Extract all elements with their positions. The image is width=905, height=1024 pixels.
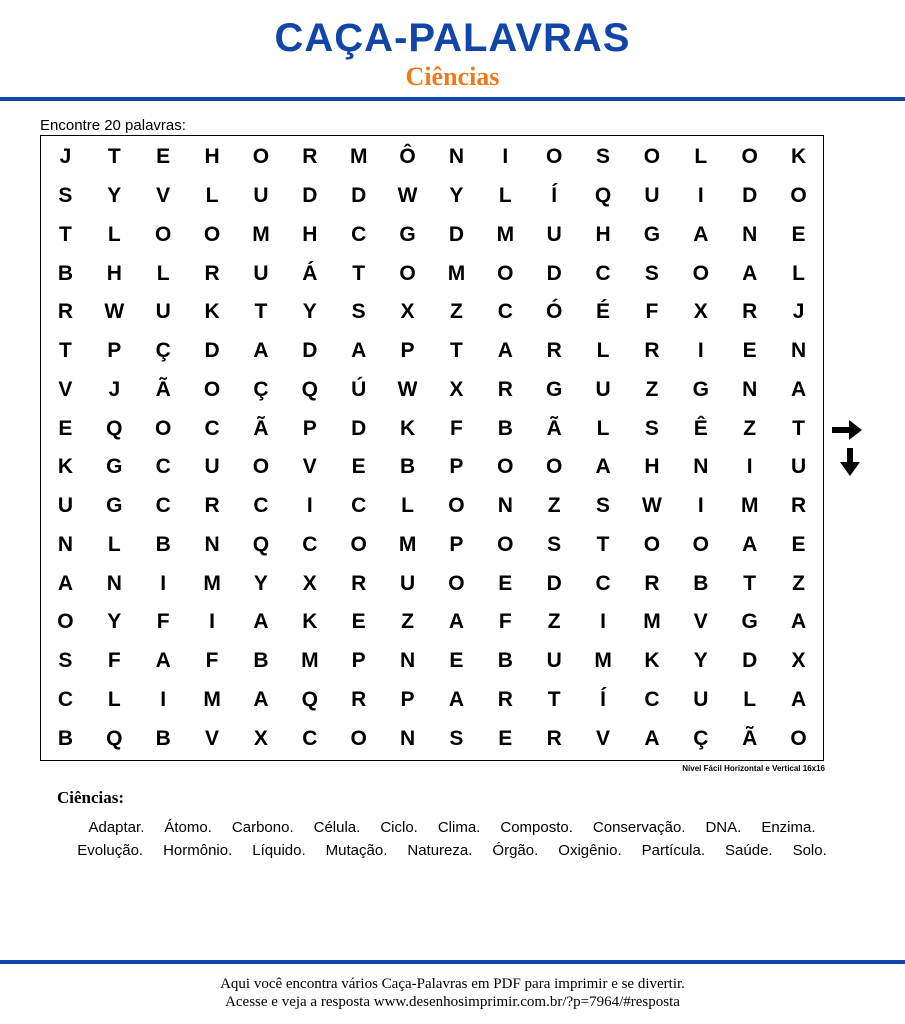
grid-cell: R: [546, 726, 562, 750]
word-item: DNA.: [705, 819, 742, 836]
word-item: Adaptar.: [88, 819, 145, 836]
grid-cell: U: [693, 687, 709, 711]
grid-cell: Ã: [155, 377, 171, 401]
grid-cell: N: [204, 532, 220, 556]
grid-cell: D: [742, 184, 758, 208]
grid-cell: L: [743, 687, 757, 711]
grid-cell: T: [352, 261, 366, 285]
word-item: Célula.: [313, 819, 361, 836]
grid-cell: Á: [302, 261, 318, 285]
page-subtitle: Ciências: [405, 62, 500, 91]
grid-cell: E: [58, 416, 73, 440]
grid-cell: C: [155, 494, 171, 518]
grid-cell: Ã: [253, 416, 269, 440]
grid-cell: R: [790, 494, 807, 518]
grid-cell: E: [498, 571, 513, 595]
grid-cell: U: [595, 377, 611, 401]
grid-cell: I: [160, 687, 167, 711]
grid-cell: Z: [743, 416, 757, 440]
grid-cell: F: [645, 300, 659, 324]
grid-cell: O: [448, 494, 465, 518]
grid-cell: Ã: [546, 416, 562, 440]
grid-cell: O: [448, 571, 465, 595]
grid-cell: P: [449, 532, 464, 556]
grid-cell: O: [790, 726, 807, 750]
grid-cell: K: [57, 455, 74, 479]
grid-cell: U: [253, 261, 269, 285]
word-search-grid: [40, 135, 824, 761]
word-item: Partícula.: [641, 842, 706, 859]
grid-cell: S: [644, 416, 659, 440]
grid-cell: V: [205, 726, 220, 750]
grid-cell: M: [643, 610, 661, 634]
grid-cell: P: [351, 649, 366, 673]
word-item: Carbono.: [231, 819, 294, 836]
grid-cell: O: [350, 532, 367, 556]
grid-cell: K: [399, 416, 416, 440]
grid-cell: A: [790, 610, 807, 634]
grid-cell: O: [57, 610, 74, 634]
grid-cell: I: [209, 610, 215, 634]
grid-cell: P: [107, 339, 122, 363]
grid-cell: S: [644, 261, 659, 285]
grid-cell: U: [399, 571, 416, 595]
grid-cell: C: [204, 416, 220, 440]
grid-cell: I: [697, 184, 704, 208]
grid-cell: O: [497, 455, 514, 479]
grid-cell: Q: [594, 184, 612, 208]
grid-cell: B: [399, 455, 416, 479]
grid-cell: R: [644, 571, 660, 595]
word-list: [40, 816, 864, 862]
top-divider: [0, 97, 905, 101]
grid-cell: N: [742, 377, 758, 401]
grid-cell: Y: [107, 184, 122, 208]
grid-cell: A: [448, 687, 465, 711]
grid-cell: W: [104, 300, 125, 324]
grid-cell: Y: [302, 300, 317, 324]
grid-cell: H: [204, 145, 220, 169]
arrow-right-icon: [832, 418, 862, 442]
grid-cell: F: [498, 610, 512, 634]
grid-cell: W: [397, 377, 418, 401]
grid-cell: P: [302, 416, 317, 440]
grid-cell: M: [301, 649, 319, 673]
grid-cell: T: [59, 339, 72, 363]
grid-cell: I: [600, 610, 606, 634]
grid-cell: W: [642, 494, 662, 518]
word-item: Saúde.: [725, 842, 773, 859]
grid-cell: I: [697, 494, 704, 518]
word-item: Hormônio.: [163, 842, 233, 859]
grid-cell: G: [106, 455, 123, 479]
grid-cell: A: [253, 687, 269, 711]
grid-cell: S: [596, 494, 611, 518]
grid-cell: W: [397, 184, 418, 208]
grid-cell: A: [644, 726, 660, 750]
grid-cell: N: [693, 455, 709, 479]
grid-cell: B: [155, 726, 171, 750]
grid-cell: L: [107, 222, 121, 246]
grid-cell: R: [204, 261, 220, 285]
grid-cell: A: [155, 649, 171, 673]
grid-cell: M: [496, 222, 515, 246]
grid-cell: I: [746, 455, 753, 479]
grid-cell: U: [546, 222, 562, 246]
grid-cell: C: [644, 687, 660, 711]
grid-cell: Ó: [546, 300, 563, 324]
grid-cell: Y: [107, 610, 122, 634]
bottom-divider: [0, 960, 905, 964]
grid-cell: A: [497, 339, 513, 363]
grid-cell: V: [58, 377, 73, 401]
grid-cell: U: [204, 455, 220, 479]
grid-cell: V: [693, 610, 708, 634]
grid-cell: O: [203, 377, 221, 401]
grid-cell: T: [450, 339, 463, 363]
grid-cell: D: [546, 571, 562, 595]
grid-cell: O: [155, 416, 172, 440]
level-note: Nível Fácil Horizontal e Vertical 16x16: [682, 764, 825, 773]
grid-cell: O: [546, 455, 563, 479]
grid-cell: X: [302, 571, 317, 595]
grid-cell: T: [792, 416, 805, 440]
word-item: Evolução.: [77, 842, 144, 859]
grid-cell: G: [643, 222, 661, 246]
grid-cell: R: [351, 571, 367, 595]
grid-cell: I: [502, 145, 509, 169]
grid-cell: B: [693, 571, 709, 595]
grid-cell: N: [57, 532, 74, 556]
footer: [0, 975, 905, 1011]
grid-cell: K: [204, 300, 220, 324]
grid-cell: O: [643, 145, 661, 169]
grid-cell: G: [546, 377, 563, 401]
grid-cell: M: [398, 532, 417, 556]
grid-cell: J: [792, 300, 805, 324]
grid-cell: T: [743, 571, 757, 595]
grid-cell: A: [253, 339, 269, 363]
grid-cell: O: [252, 145, 270, 169]
grid-cell: M: [349, 145, 368, 169]
grid-cell: Q: [301, 377, 318, 401]
grid-cell: A: [742, 261, 758, 285]
grid-cell: A: [790, 377, 807, 401]
grid-cell: L: [107, 687, 121, 711]
grid-cell: T: [59, 222, 72, 246]
grid-cell: R: [204, 494, 220, 518]
word-item: Mutação.: [325, 842, 388, 859]
grid-cell: É: [596, 300, 611, 324]
word-item: Composto.: [500, 819, 573, 836]
grid-cell: H: [595, 222, 611, 246]
grid-cell: N: [790, 339, 807, 363]
grid-cell: L: [596, 416, 610, 440]
grid-cell: A: [742, 532, 758, 556]
grid-cell: J: [59, 145, 72, 169]
grid-cell: B: [253, 649, 269, 673]
grid-cell: A: [693, 222, 709, 246]
grid-cell: O: [350, 726, 367, 750]
grid-cell: C: [595, 261, 611, 285]
grid-cell: Q: [106, 726, 123, 750]
grid-cell: C: [302, 726, 318, 750]
grid-cell: T: [254, 300, 268, 324]
grid-cell: Y: [253, 571, 268, 595]
grid-cell: D: [448, 222, 465, 246]
grid-cell: Ç: [693, 726, 709, 750]
grid-cell: M: [594, 649, 612, 673]
word-item: Órgão.: [492, 842, 539, 859]
grid-cell: Y: [449, 184, 464, 208]
grid-cell: N: [742, 222, 758, 246]
grid-cell: O: [203, 222, 221, 246]
grid-cell: B: [497, 416, 513, 440]
grid-cell: M: [447, 261, 466, 285]
grid-cell: S: [58, 649, 73, 673]
word-item: Solo.: [792, 842, 827, 859]
grid-cell: Z: [792, 571, 805, 595]
grid-cell: C: [155, 455, 171, 479]
grid-cell: S: [547, 532, 562, 556]
grid-cell: D: [546, 261, 562, 285]
grid-cell: L: [596, 339, 610, 363]
grid-cell: U: [253, 184, 269, 208]
grid-cell: Q: [106, 416, 123, 440]
grid-cell: Q: [301, 687, 318, 711]
grid-cell: N: [399, 649, 416, 673]
grid-cell: O: [643, 532, 661, 556]
grid-cell: T: [107, 145, 121, 169]
grid-cell: E: [498, 726, 513, 750]
grid-cell: S: [596, 145, 611, 169]
grid-cell: O: [692, 261, 709, 285]
grid-cell: C: [351, 494, 367, 518]
grid-cell: L: [156, 261, 170, 285]
grid-cell: B: [155, 532, 171, 556]
grid-cell: R: [497, 687, 513, 711]
grid-cell: Í: [600, 687, 606, 711]
grid-cell: E: [449, 649, 464, 673]
grid-cell: I: [160, 571, 167, 595]
grid-cell: X: [449, 377, 464, 401]
grid-cell: O: [155, 222, 172, 246]
grid-cell: O: [692, 532, 709, 556]
grid-cell: C: [595, 571, 611, 595]
grid-cell: Ê: [693, 416, 708, 440]
grid-cell: N: [106, 571, 122, 595]
grid-cell: O: [497, 261, 514, 285]
grid-cell: F: [205, 649, 219, 673]
grid-cell: Z: [547, 494, 561, 518]
page-title: CAÇA-PALAVRAS: [274, 16, 631, 60]
grid-cell: A: [595, 455, 611, 479]
grid-cell: H: [302, 222, 318, 246]
grid-cell: O: [399, 261, 416, 285]
grid-cell: P: [400, 687, 415, 711]
grid-cell: X: [253, 726, 268, 750]
grid-cell: U: [644, 184, 660, 208]
grid-cell: G: [741, 610, 758, 634]
grid-cell: R: [497, 377, 513, 401]
word-item: Líquido.: [252, 842, 306, 859]
grid-cell: S: [58, 184, 73, 208]
grid-cell: L: [205, 184, 219, 208]
grid-cell: Q: [252, 532, 270, 556]
grid-cell: A: [790, 687, 807, 711]
grid-cell: D: [302, 339, 318, 363]
footer-line-1: Aqui você encontra vários Caça-Palavras em PDF para imprimir e se divertir.: [220, 976, 685, 992]
grid-cell: D: [351, 416, 367, 440]
grid-cell: D: [742, 649, 758, 673]
grid-cell: F: [450, 416, 463, 440]
grid-cell: R: [351, 687, 367, 711]
grid-cell: C: [253, 494, 269, 518]
grid-cell: E: [791, 532, 806, 556]
grid-cell: Y: [693, 649, 708, 673]
grid-cell: I: [697, 339, 704, 363]
grid-cell: A: [351, 339, 367, 363]
grid-cell: C: [302, 532, 318, 556]
grid-cell: V: [596, 726, 611, 750]
grid-cell: R: [742, 300, 758, 324]
grid-cell: D: [351, 184, 367, 208]
grid-cell: U: [57, 494, 74, 518]
word-item: Ciclo.: [380, 819, 418, 836]
grid-cell: O: [497, 532, 514, 556]
grid-cell: O: [546, 145, 563, 169]
word-item: Enzima.: [761, 819, 816, 836]
grid-cell: Ú: [351, 377, 367, 401]
grid-cell: U: [790, 455, 807, 479]
grid-cell: L: [401, 494, 414, 518]
grid-cell: S: [351, 300, 366, 324]
arrow-down-icon: [838, 448, 862, 476]
grid-cell: T: [596, 532, 610, 556]
grid-cell: G: [399, 222, 416, 246]
grid-cell: C: [351, 222, 367, 246]
grid-cell: Z: [645, 377, 659, 401]
grid-cell: Z: [547, 610, 561, 634]
grid-cell: C: [57, 687, 74, 711]
instructions: Encontre 20 palavras:: [40, 117, 186, 134]
grid-cell: B: [57, 261, 74, 285]
grid-cell: F: [107, 649, 121, 673]
grid-cell: R: [644, 339, 660, 363]
grid-cell: P: [400, 339, 415, 363]
grid-cell: K: [302, 610, 318, 634]
grid-cell: H: [644, 455, 660, 479]
word-item: Clima.: [437, 819, 481, 836]
grid-cell: K: [644, 649, 660, 673]
grid-cell: R: [546, 339, 562, 363]
grid-cell: E: [351, 610, 366, 634]
grid-cell: T: [547, 687, 561, 711]
grid-cell: N: [497, 494, 513, 518]
grid-cell: M: [252, 222, 270, 246]
grid-cell: N: [399, 726, 416, 750]
grid-cell: O: [741, 145, 758, 169]
grid-cell: M: [740, 494, 759, 518]
grid-cell: A: [253, 610, 269, 634]
grid-cell: Z: [450, 300, 463, 324]
word-item: Natureza.: [407, 842, 473, 859]
grid-cell: A: [448, 610, 465, 634]
grid-cell: O: [252, 455, 270, 479]
grid-cell: A: [57, 571, 74, 595]
word-item: Oxigênio.: [558, 842, 622, 859]
grid-cell: F: [156, 610, 170, 634]
grid-cell: L: [792, 261, 805, 285]
grid-cell: G: [692, 377, 709, 401]
grid-cell: U: [155, 300, 171, 324]
grid-cell: N: [448, 145, 465, 169]
grid-cell: B: [497, 649, 513, 673]
grid-cell: E: [351, 455, 366, 479]
footer-line-2: Acesse e veja a resposta www.desenhosimprimir.com.br/?p=7964/#resposta: [225, 994, 680, 1010]
grid-cell: P: [449, 455, 464, 479]
grid-cell: Í: [551, 184, 558, 208]
grid-cell: Ç: [253, 377, 269, 401]
grid-cell: D: [204, 339, 220, 363]
word-item: Átomo.: [164, 819, 212, 836]
grid-cell: C: [497, 300, 513, 324]
section-title: Ciências:: [57, 788, 125, 807]
grid-cell: H: [106, 261, 122, 285]
grid-cell: X: [400, 300, 415, 324]
grid-cell: Ç: [155, 339, 171, 363]
grid-cell: S: [449, 726, 464, 750]
grid-cell: V: [156, 184, 171, 208]
grid-cell: L: [107, 532, 121, 556]
grid-cell: U: [546, 649, 562, 673]
grid-cell: D: [302, 184, 318, 208]
word-item: Conservação.: [592, 819, 686, 836]
grid-cell: R: [302, 145, 318, 169]
grid-cell: B: [57, 726, 74, 750]
grid-cell: Ã: [742, 726, 758, 750]
grid-cell: X: [791, 649, 806, 673]
grid-cell: E: [742, 339, 757, 363]
grid-cell: G: [106, 494, 123, 518]
grid-cell: E: [791, 222, 806, 246]
grid-cell: Ô: [399, 145, 416, 169]
grid-cell: K: [790, 145, 807, 169]
grid-cell: M: [203, 571, 221, 595]
grid-cell: J: [108, 377, 121, 401]
grid-cell: O: [790, 184, 807, 208]
grid-cell: L: [694, 145, 708, 169]
grid-cell: X: [693, 300, 708, 324]
grid-cell: E: [156, 145, 171, 169]
grid-cell: I: [306, 494, 313, 518]
grid-cell: Z: [401, 610, 414, 634]
grid-cell: L: [498, 184, 512, 208]
grid-cell: R: [57, 300, 74, 324]
grid-cell: V: [302, 455, 317, 479]
grid-cell: M: [203, 687, 221, 711]
